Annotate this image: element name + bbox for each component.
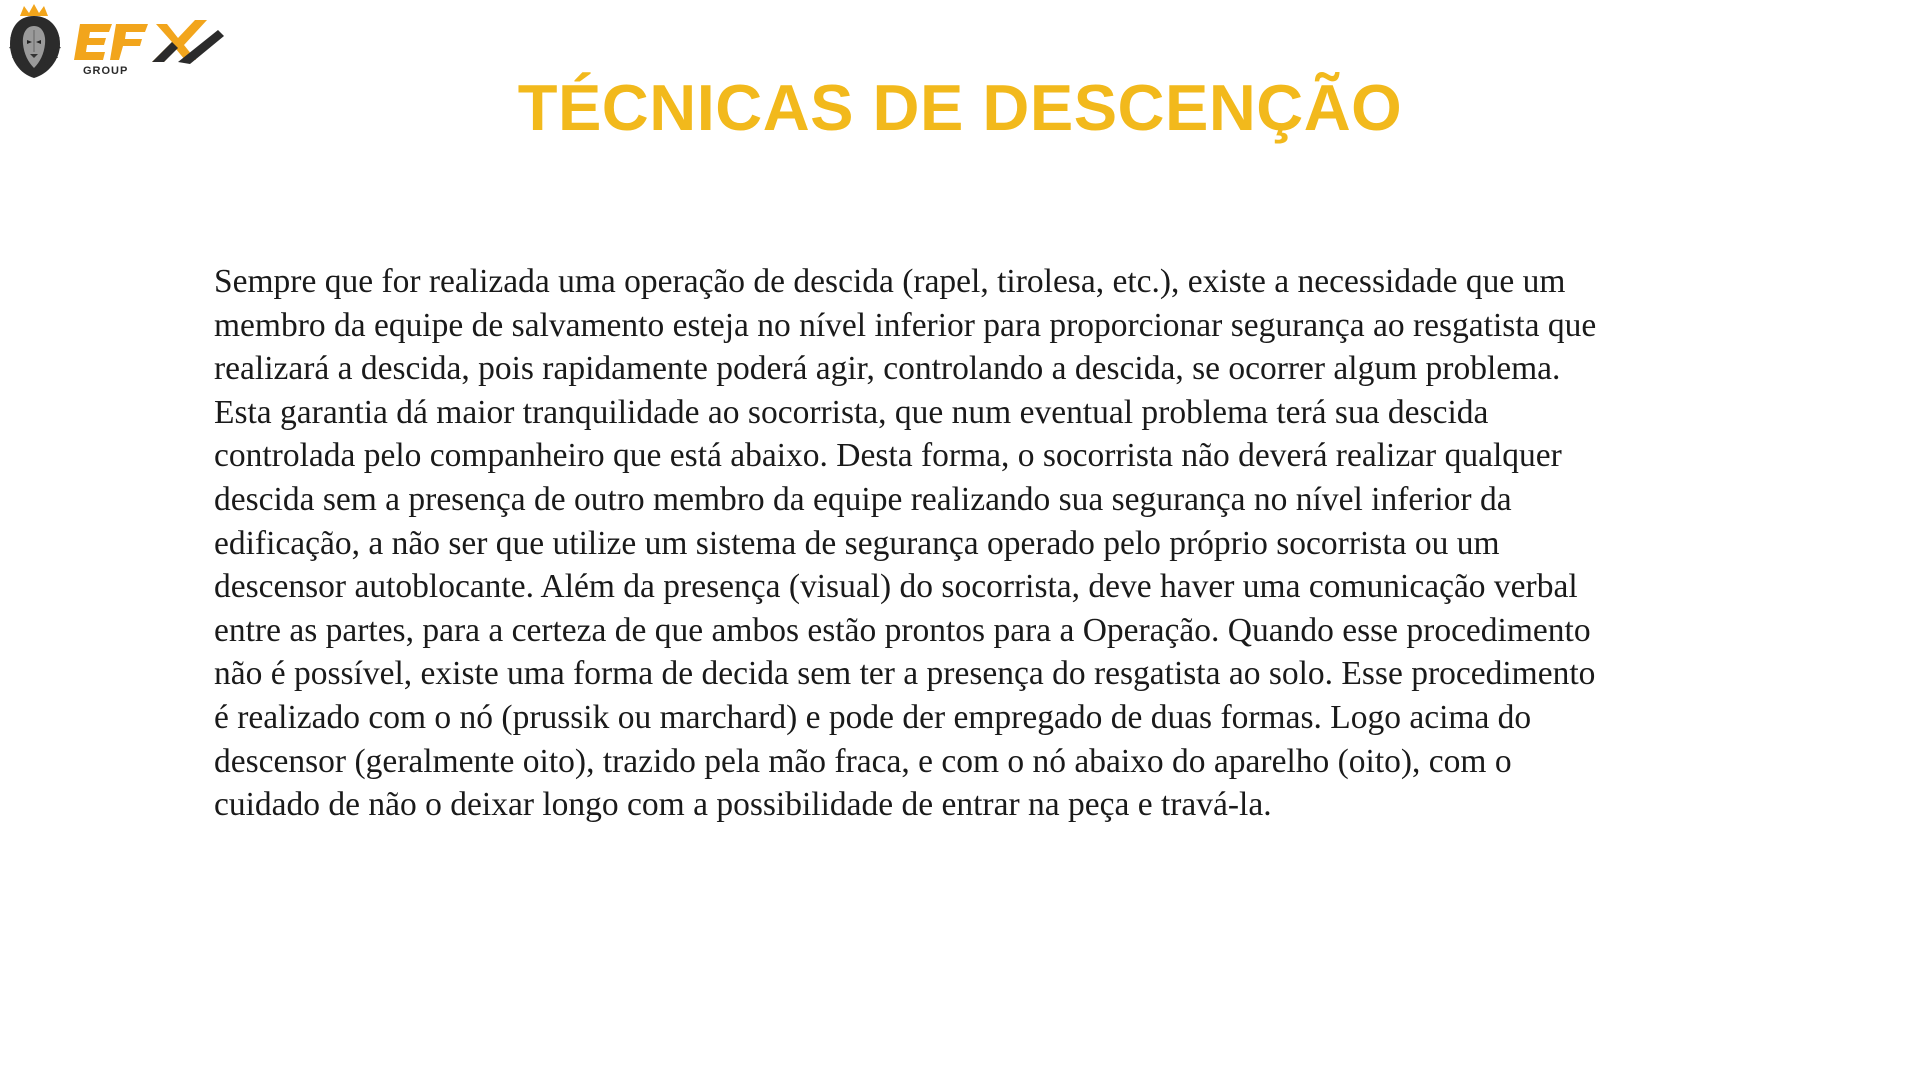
- body-line: cuidado de não o deixar longo com a possibilidade de entrar na peça e travá-la.: [214, 786, 1272, 824]
- logo-subtext: GROUP: [83, 65, 129, 77]
- body-line: controlada pelo companheiro que está abaixo. Desta forma, o socorrista não deverá realizar qualquer: [214, 437, 1562, 475]
- page-title: TÉCNICAS DE DESCENÇÃO: [517, 71, 1403, 144]
- body-line: é realizado com o nó (prussik ou marchard) e pode der empregado de duas formas. Logo acima do: [214, 698, 1532, 736]
- body-line: Sempre que for realizada uma operação de descida (rapel, tirolesa, etc.), existe a necessidade que um: [214, 263, 1566, 300]
- body-line: descida sem a presença de outro membro da equipe realizando sua segurança no nível inferior da: [214, 480, 1512, 518]
- body-paragraph: [214, 260, 1734, 827]
- body-line: não é possível, existe uma forma de decida sem ter a presença do resgatista ao solo. Esse procedimento: [214, 655, 1596, 693]
- body-line: entre as partes, para a certeza de que ambos estão prontos para a Operação. Quando esse procedimento: [214, 611, 1591, 649]
- efx-letters: [74, 2, 234, 64]
- body-line: descensor autoblocante. Além da presença (visual) do socorrista, deve haver uma comunicação verbal: [214, 568, 1578, 606]
- body-line: edificação, a não ser que utilize um sistema de segurança operado pelo próprio socorrista ou um: [214, 524, 1500, 562]
- body-line: descensor (geralmente oito), trazido pela mão fraca, e com o nó abaixo do aparelho (oito), com o: [214, 742, 1512, 780]
- body-line: membro da equipe de salvamento esteja no nível inferior para proporcionar segurança ao resgatista que: [214, 306, 1597, 344]
- body-line: realizará a descida, pois rapidamente poderá agir, controlando a descida, se ocorrer algum problema.: [214, 350, 1561, 388]
- body-line: Esta garantia dá maior tranquilidade ao socorrista, que num eventual problema terá sua descida: [214, 393, 1489, 431]
